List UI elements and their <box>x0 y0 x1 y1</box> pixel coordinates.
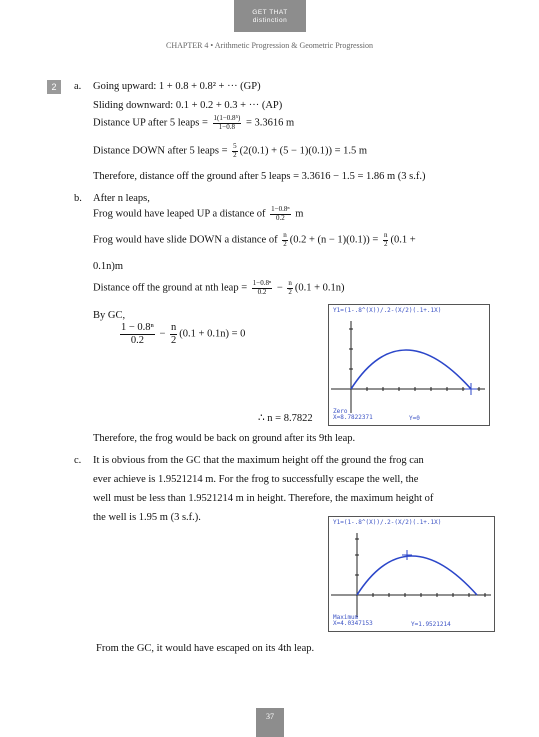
by-gc: By GC, <box>93 310 126 321</box>
n-result: ∴ n = 8.7822 <box>258 413 313 424</box>
b-off-end: (0.1 + 0.1n) <box>294 282 345 294</box>
up-fraction <box>213 115 242 131</box>
part-a-line1: Going upward: 1 + 0.8 + 0.8² + ··· (GP) <box>93 81 261 92</box>
b-down-den: 2 <box>283 239 287 248</box>
b-down-den2: 2 <box>383 239 388 248</box>
down-num: 5 <box>233 142 237 150</box>
part-c-line1: It is obvious from the GC that the maximum height off the ground the frog can <box>93 455 424 466</box>
b-up-prefix: Frog would have leaped UP a distance of <box>93 208 266 220</box>
b-off-den1: 0.2 <box>257 287 267 296</box>
down-prefix: Distance DOWN after 5 leaps = <box>93 145 228 157</box>
eq-end: (0.1 + 0.1n) = 0 <box>179 328 246 340</box>
b-up-suffix: m <box>295 208 304 220</box>
b-off-den2: 2 <box>288 287 292 296</box>
gc-screen-maximum <box>328 516 495 632</box>
eq-fraction1 <box>120 322 155 346</box>
gc2-x-readout: X=4.0347153 <box>333 620 373 627</box>
gc2-graph <box>329 529 494 619</box>
b-off-fraction1 <box>252 280 272 296</box>
up-result: = 3.3616 m <box>245 117 295 129</box>
b-off-num2: n <box>288 279 292 287</box>
part-c-line4: the well is 1.95 m (3 s.f.). <box>93 512 201 523</box>
part-c-final: From the GC, it would have escaped on its 4th leap. <box>96 643 315 654</box>
part-b-conclusion: Therefore, the frog would be back on ground after its 9th leap. <box>93 433 356 444</box>
part-b-line1: After n leaps, <box>93 193 150 204</box>
eq-num1: 1 − 0.8ⁿ <box>121 322 154 333</box>
eq-fraction2 <box>170 322 177 346</box>
b-off-fraction2 <box>287 280 293 296</box>
b-off-minus: − <box>276 282 283 294</box>
b-down-fraction2 <box>383 232 389 248</box>
tab-line2: distinction <box>252 17 288 24</box>
b-down-num: n <box>283 231 287 239</box>
down-fraction <box>232 143 238 159</box>
up-num: 1(1−0.8⁵) <box>213 114 241 122</box>
part-c-line2: ever achieve is 1.9521214 m. For the frog to successfully escape the well, the <box>93 474 419 485</box>
gc2-cursor <box>402 550 412 560</box>
gc1-x-readout: X=8.7822371 <box>333 414 373 421</box>
eq-den2: 2 <box>171 334 177 346</box>
b-down-mid: (0.2 + (n − 1)(0.1)) = <box>289 234 379 246</box>
b-down-prefix: Frog would have slide DOWN a distance of <box>93 234 278 246</box>
eq-den1: 0.2 <box>130 334 144 346</box>
b-up-fraction <box>270 206 290 222</box>
part-b-down-line <box>93 232 416 248</box>
up-den: 1−0.8 <box>218 122 235 131</box>
gc2-header: Y1=(1-.8^(X))/.2-(X/2)(.1+.1X) <box>333 519 442 526</box>
part-b-up-line <box>93 206 303 222</box>
gc1-graph <box>329 317 489 417</box>
part-b-label: b. <box>74 193 82 204</box>
tab-line1: GET THAT <box>252 9 288 16</box>
chapter-heading: CHAPTER 4 • Arithmetic Progression & Geometric Progression <box>165 41 373 50</box>
b-up-den: 0.2 <box>275 213 285 222</box>
gc2-y-readout: Y=1.9521214 <box>411 621 451 628</box>
gc1-y-readout: Y=0 <box>409 415 420 422</box>
part-c-line3: well must be less than 1.9521214 m in height. Therefore, the maximum height of <box>93 493 434 504</box>
eq-minus: − <box>159 328 166 340</box>
part-b-down-cont: 0.1n)m <box>93 261 124 272</box>
part-a-line2: Sliding downward: 0.1 + 0.2 + 0.3 + ··· (AP) <box>93 100 283 111</box>
b-down-fraction <box>282 232 288 248</box>
b-off-prefix: Distance off the ground at nth leap = <box>93 282 248 294</box>
part-b-off-line <box>93 280 345 296</box>
part-a-down-line <box>93 143 367 159</box>
gc2-curve <box>357 556 477 595</box>
gc1-header: Y1=(1-.8^(X))/.2-(X/2)(.1+.1X) <box>333 307 442 314</box>
b-up-num: 1−0.8ⁿ <box>271 205 290 213</box>
gc2-mode: Maximum <box>333 614 359 621</box>
b-off-num1: 1−0.8ⁿ <box>252 279 272 287</box>
gc-screen-zero <box>328 304 490 426</box>
up-prefix: Distance UP after 5 leaps = <box>93 117 208 129</box>
down-den: 2 <box>233 150 237 159</box>
gc-equation <box>118 322 245 346</box>
b-down-end: (0.1 + <box>390 234 416 246</box>
part-a-conclusion: Therefore, distance off the ground after 5 leaps = 3.3616 − 1.5 = 1.86 m (3 s.f.) <box>93 171 426 182</box>
question-number: 2 <box>47 80 61 94</box>
page-number: 37 <box>256 708 284 737</box>
part-c-label: c. <box>74 455 82 466</box>
book-tab <box>234 0 306 32</box>
down-result: (2(0.1) + (5 − 1)(0.1)) = 1.5 m <box>239 145 368 157</box>
eq-num2: n <box>171 322 177 333</box>
b-down-num2: n <box>383 231 388 239</box>
part-a-label: a. <box>74 81 82 92</box>
gc1-mode: Zero <box>333 408 348 415</box>
part-a-up-line <box>93 115 294 131</box>
gc1-curve <box>351 350 471 389</box>
